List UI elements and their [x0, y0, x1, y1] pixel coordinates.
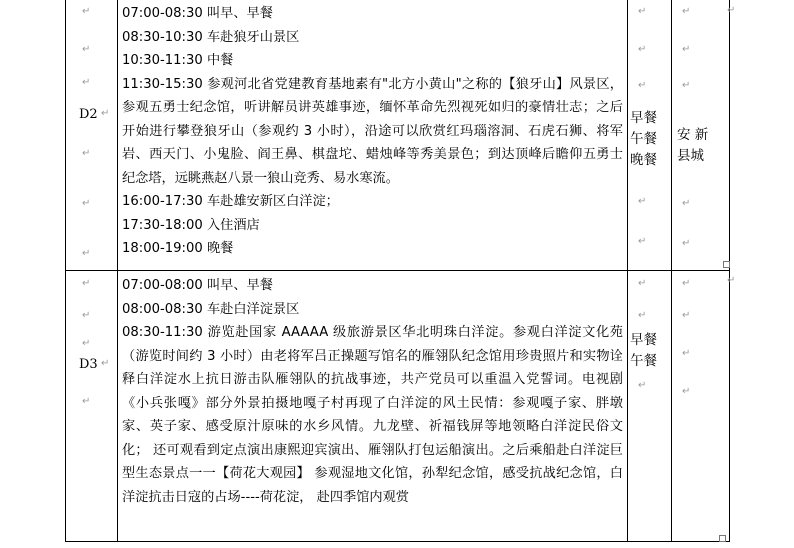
- paragraph-mark: ↵: [82, 148, 91, 159]
- paragraph-mark: ↵: [638, 196, 647, 207]
- meal-item: 晚餐: [630, 152, 657, 168]
- paragraph-mark: ↵: [682, 44, 691, 55]
- paragraph-mark: ↵: [82, 198, 91, 209]
- paragraph-mark: ↵: [82, 6, 91, 17]
- table-row: [66, 271, 730, 542]
- paragraph-mark: ↵: [82, 338, 91, 349]
- paragraph-mark: ↵: [682, 386, 691, 397]
- meal-cell: [628, 0, 672, 271]
- itinerary-line: 17:30-18:00 入住酒店: [122, 217, 260, 233]
- paragraph-mark: ↵: [101, 108, 110, 119]
- itinerary-line: 10:30-11:30 中餐: [122, 53, 234, 68]
- paragraph-mark: ↵: [682, 310, 691, 321]
- paragraph-mark: ↵: [638, 80, 647, 91]
- paragraph-mark: ↵: [682, 80, 691, 91]
- paragraph-mark: ↵: [638, 236, 647, 247]
- meal-item: 早餐: [630, 332, 657, 348]
- paragraph-mark: ↵: [638, 310, 647, 321]
- itinerary-line: 11:30-15:30 参观河北省党建教育基地素有"北方小黄山"之称的【狼牙山】风景区，参观五勇士纪念馆，听讲解员讲英雄事迹，缅怀革命先烈视死如归的豪情壮志；之后开始进行攀登狼牙山（参观约 3 小时），沿途可以欣赏红玛瑙溶洞、石虎石狮、将军岩、西天门、小鬼脸、阎王鼻、棋盘坨、蜡烛峰等秀美景色；到达顶峰后瞻仰五勇士纪念塔，远眺燕赵八景一狼山竞秀、易水寒流。: [122, 76, 623, 186]
- paragraph-mark: ↵: [682, 278, 691, 289]
- day-label: D2: [79, 107, 98, 122]
- meal-cell: [628, 271, 672, 542]
- paragraph-mark: ↵: [82, 278, 91, 289]
- paragraph-mark: ↵: [682, 198, 691, 209]
- table-handle-icon[interactable]: [723, 261, 730, 268]
- itinerary-line: 16:00-17:30 车赴雄安新区白洋淀；: [122, 194, 339, 209]
- paragraph-mark: ↵: [638, 44, 647, 55]
- itinerary-line: 07:00-08:30 叫早、早餐: [122, 6, 273, 21]
- itinerary-table: [65, 0, 730, 542]
- itinerary-line: 08:30-10:30 车赴狼牙山景区: [122, 29, 300, 45]
- paragraph-mark: ↵: [638, 6, 647, 17]
- paragraph-mark: ↵: [82, 77, 91, 88]
- paragraph-mark: ↵: [682, 238, 691, 249]
- table-handle-icon[interactable]: [719, 535, 726, 542]
- hotel-line: 县城: [677, 148, 704, 164]
- itinerary-line: 18:00-19:00 晚餐: [122, 241, 234, 256]
- paragraph-mark: ↵: [82, 248, 91, 259]
- day-label: D3: [79, 357, 98, 372]
- hotel-cell: [672, 271, 730, 542]
- hotel-cell: [672, 0, 730, 271]
- row-end-mark: ↵: [727, 5, 736, 16]
- paragraph-mark: ↵: [682, 6, 691, 17]
- itinerary-line: 08:00-08:30 车赴白洋淀景区: [122, 301, 300, 317]
- paragraph-mark: ↵: [101, 358, 110, 369]
- paragraph-mark: ↵: [82, 310, 91, 321]
- itinerary-line: 07:00-08:00 叫早、早餐: [122, 278, 273, 293]
- meal-item: 午餐: [630, 131, 657, 147]
- paragraph-mark: ↵: [638, 278, 647, 289]
- day-cell: [66, 0, 118, 271]
- table-row: [66, 0, 730, 271]
- hotel-line: 安 新: [677, 127, 709, 143]
- meal-item: 午餐: [630, 353, 657, 369]
- description-cell: [118, 0, 628, 271]
- paragraph-mark: ↵: [82, 44, 91, 55]
- paragraph-mark: ↵: [682, 348, 691, 359]
- meal-item: 早餐: [630, 110, 657, 126]
- itinerary-line: 08:30-11:30 游览赴国家 AAAAA 级旅游景区华北明珠白洋淀。参观白洋淀文化苑（游览时间约 3 小时）由老将军吕正操题写馆名的雁翎队纪念馆用珍贵照片和实物诠释白洋淀水上抗日游击队雁翎队的抗战事迹，共产党员可以重温入党誓词。电视剧《小兵张嘎》部分外景拍摄地嘎子村再现了白洋淀的风土民情：参观嘎子家、胖墩家、英子家、感受原汁原味的水乡风情。九龙壁、祈福钱屏等地领略白洋淀民俗文化； 还可观看到定点演出康熙迎宾演出、雁翎队打包运船演出。之后乘船赴白洋淀巨型生态景点一一【荷花大观园】 参观湿地文化馆，孙犁纪念馆，感受抗战纪念馆，白洋淀抗击日寇的占场----荷花淀， 赴四季馆内观赏: [122, 325, 623, 505]
- paragraph-mark: ↵: [638, 380, 647, 391]
- description-cell: [118, 271, 628, 542]
- day-cell: [66, 271, 118, 542]
- row-end-mark: ↵: [727, 275, 736, 286]
- paragraph-mark: ↵: [82, 396, 91, 407]
